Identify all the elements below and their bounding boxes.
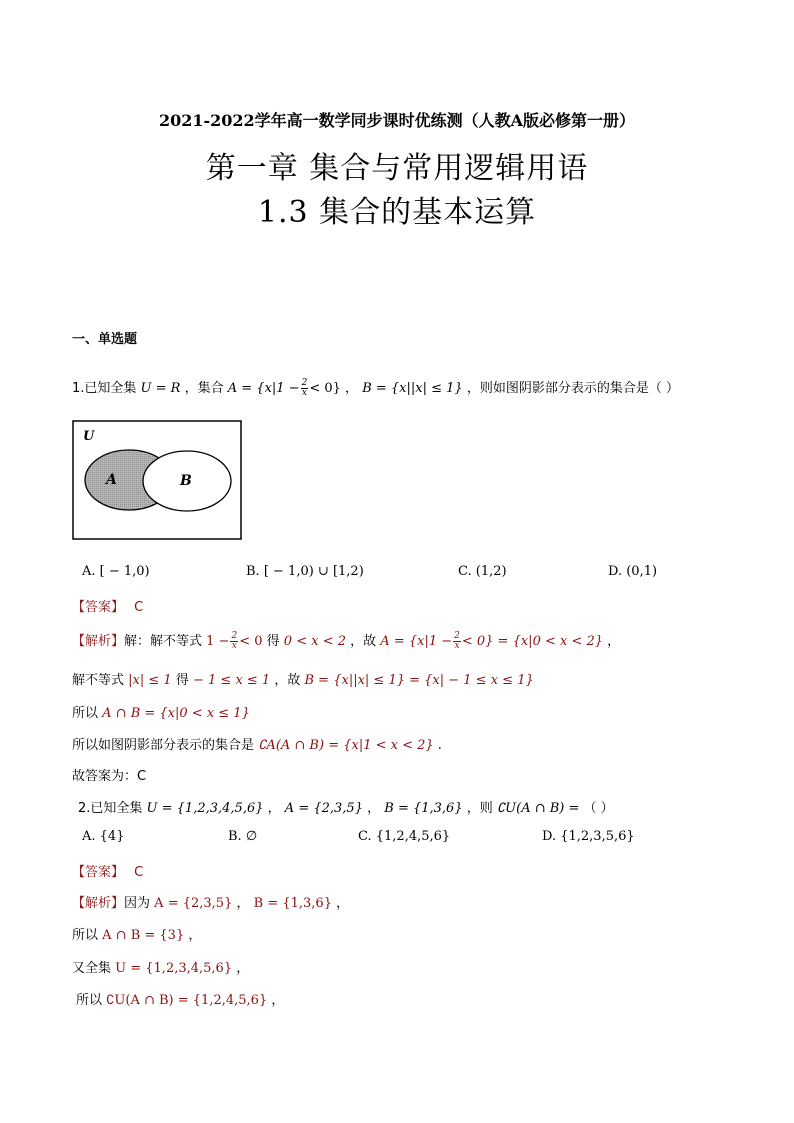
q1-l1-ineq-right: < 0 bbox=[239, 634, 263, 649]
q1-l1-frac2 bbox=[453, 632, 461, 651]
q1-set-a-right: < 0} bbox=[309, 381, 341, 396]
q2-l3-text: 又全集 bbox=[72, 961, 112, 976]
q1-option-a: A. [ − 1,0) bbox=[82, 564, 150, 579]
q1-l1-frac bbox=[230, 632, 238, 651]
question-2 bbox=[78, 797, 614, 816]
q1-l3-math: A ∩ B = {x|0 < x ≤ 1} bbox=[102, 706, 250, 721]
q2-analysis-line-2 bbox=[72, 924, 201, 943]
q1-l1-frac-num: 2 bbox=[231, 631, 238, 641]
q1-universal: U = R bbox=[140, 381, 181, 396]
q2-analysis-line-4 bbox=[76, 989, 284, 1008]
q1-l1-set-right: < 0} = {x|0 < x < 2} bbox=[461, 634, 604, 649]
q1-frac-num: 2 bbox=[301, 378, 308, 388]
q1-l1-range: 0 < x < 2 bbox=[283, 634, 346, 649]
q1-sep: ， bbox=[345, 381, 359, 396]
q2-set-b: B = {1,3,6} bbox=[384, 801, 463, 816]
q1-l1-set-left: A = {x|1 − bbox=[380, 634, 453, 649]
q2-set-a: A = {2,3,5} bbox=[284, 801, 363, 816]
q1-l1-frac2-den: x bbox=[454, 641, 460, 651]
q2-l1-text: 因为 bbox=[124, 896, 151, 911]
section-heading: 一、单选题 bbox=[72, 332, 138, 347]
q2-option-a: A. {4} bbox=[82, 829, 125, 844]
q2-l2-end: ， bbox=[188, 928, 202, 943]
q2-analysis-tag: 【解析】 bbox=[72, 896, 125, 911]
q1-suffix: ，则如图阴影部分表示的集合是（ ） bbox=[466, 381, 679, 396]
q1-set-b: B = {x||x| ≤ 1} bbox=[362, 381, 463, 396]
q2-l2-math: A ∩ B = {3} bbox=[102, 928, 185, 943]
q1-prefix: 1.已知全集 bbox=[72, 381, 137, 396]
q2-l1-set-a: A = {2,3,5} bbox=[154, 896, 233, 911]
question-1 bbox=[72, 377, 679, 398]
q2-answer-value: C bbox=[134, 865, 144, 880]
venn-label-a: A bbox=[106, 472, 117, 488]
chapter-title: 第一章 集合与常用逻辑用语 bbox=[205, 151, 589, 186]
q1-fraction bbox=[301, 379, 309, 398]
q2-analysis-line-1 bbox=[72, 892, 349, 911]
q2-l1-set-b: B = {1,3,6} bbox=[253, 896, 332, 911]
q1-l1-text: 解：解不等式 bbox=[124, 634, 203, 649]
document-header: 2021-2022学年高一数学同步课时优练测（人教A版必修第一册） bbox=[158, 111, 636, 130]
q2-l2-text: 所以 bbox=[72, 928, 99, 943]
q1-l1-frac-den: x bbox=[231, 641, 237, 651]
q1-l2-de: 得 bbox=[175, 673, 189, 688]
q2-l1-end: ， bbox=[336, 896, 350, 911]
q1-analysis-line-3 bbox=[72, 702, 250, 721]
venn-label-b: B bbox=[180, 473, 192, 489]
q2-l3-math: U = {1,2,3,4,5,6} bbox=[115, 961, 233, 976]
q1-l2-set: B = {x||x| ≤ 1} = {x| − 1 ≤ x ≤ 1} bbox=[304, 673, 534, 688]
q2-l4-text: 所以 bbox=[76, 993, 103, 1008]
q1-analysis-tag: 【解析】 bbox=[72, 634, 125, 649]
q1-answer-tag: 【答案】 bbox=[72, 600, 125, 615]
q1-l2-range: − 1 ≤ x ≤ 1 bbox=[192, 673, 271, 688]
q2-l4-end: ， bbox=[271, 993, 285, 1008]
venn-diagram bbox=[72, 420, 244, 542]
q1-analysis-line-2 bbox=[72, 669, 534, 688]
q1-mid: ，集合 bbox=[184, 381, 224, 396]
q1-option-d: D. (0,1) bbox=[608, 564, 658, 579]
q1-analysis-line-5: 故答案为：C bbox=[72, 769, 147, 784]
section-title: 1.3 集合的基本运算 bbox=[257, 195, 537, 230]
q2-option-d: D. {1,2,3,5,6} bbox=[542, 829, 635, 844]
q2-mid: ，则 bbox=[466, 801, 493, 816]
q2-answer bbox=[72, 861, 143, 880]
q2-l3-end: ， bbox=[236, 961, 250, 976]
q1-l2-gu: ，故 bbox=[274, 673, 301, 688]
q1-answer-value: C bbox=[134, 600, 144, 615]
q2-option-c: C. {1,2,4,5,6} bbox=[358, 829, 451, 844]
q1-analysis-line-4 bbox=[72, 734, 442, 753]
q2-sep2: ， bbox=[367, 801, 381, 816]
q2-answer-tag: 【答案】 bbox=[72, 865, 125, 880]
q1-l2-text: 解不等式 bbox=[72, 673, 125, 688]
q2-option-b: B. ∅ bbox=[228, 829, 258, 844]
q1-l1-ineq-left: 1 − bbox=[206, 634, 230, 649]
q1-l2-abs: |x| ≤ 1 bbox=[128, 673, 172, 688]
q1-frac-den: x bbox=[301, 388, 307, 398]
q2-l4-math: ∁U(A ∩ B) = {1,2,4,5,6} bbox=[106, 993, 268, 1008]
q2-suffix: （ ） bbox=[583, 801, 614, 816]
q1-l4-text: 所以如图阴影部分表示的集合是 bbox=[72, 738, 255, 753]
q1-option-c: C. (1,2) bbox=[458, 564, 507, 579]
q2-sep1: ， bbox=[267, 801, 281, 816]
q1-answer bbox=[72, 596, 143, 615]
q1-l1-de: 得 bbox=[266, 634, 280, 649]
q2-analysis-line-3 bbox=[72, 957, 249, 976]
q1-option-b: B. [ − 1,0) ∪ [1,2) bbox=[246, 564, 364, 579]
q1-l4-end: . bbox=[437, 738, 442, 753]
q2-l1-sep: ， bbox=[236, 896, 250, 911]
q1-l1-end: ， bbox=[607, 634, 621, 649]
venn-label-u: U bbox=[83, 429, 95, 444]
q2-expr: ∁U(A ∩ B) = bbox=[496, 801, 580, 816]
q1-l1-frac2-num: 2 bbox=[454, 631, 460, 641]
q1-l3-text: 所以 bbox=[72, 706, 99, 721]
q2-prefix: 2.已知全集 bbox=[78, 801, 143, 816]
q2-universal: U = {1,2,3,4,5,6} bbox=[146, 801, 264, 816]
q1-set-a-left: A = {x|1 − bbox=[227, 381, 300, 396]
q1-l1-gu: ，故 bbox=[350, 634, 377, 649]
q1-l4-math: ∁A(A ∩ B) = {x|1 < x < 2} bbox=[258, 738, 434, 753]
q1-analysis-line-1 bbox=[72, 630, 620, 651]
